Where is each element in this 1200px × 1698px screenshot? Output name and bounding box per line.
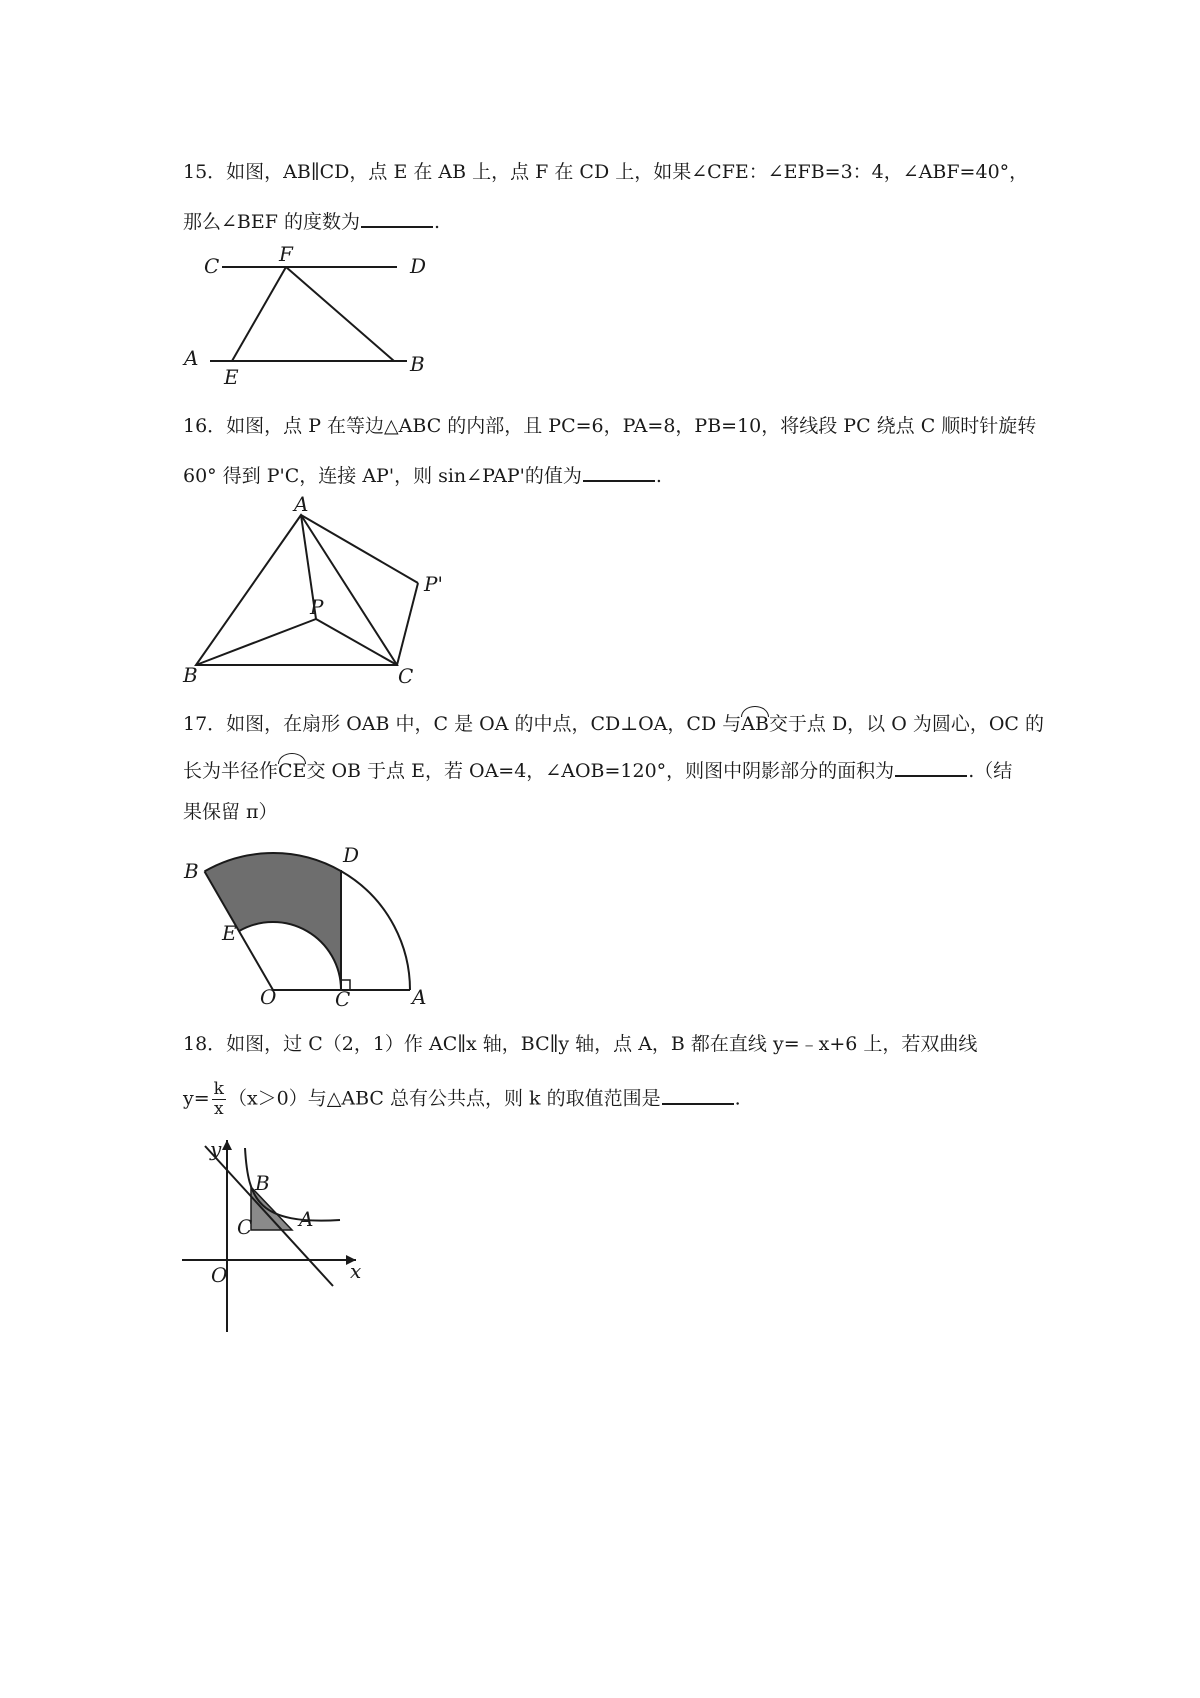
q15-answer-blank — [361, 208, 433, 228]
label-e: E — [224, 365, 239, 389]
q16-period: . — [655, 465, 662, 487]
label-d: D — [343, 843, 360, 867]
q16-figure — [180, 492, 460, 688]
q15-figure — [180, 240, 440, 390]
q16-text-line1: 16．如图，点 P 在等边△ABC 的内部，且 PC=6，PA=8，PB=10，将线段 PC 绕点 C 顺时针旋转 — [183, 415, 1037, 437]
q15-period: . — [433, 211, 441, 233]
q15-text-line2 — [183, 208, 440, 234]
q17-text-line2 — [183, 753, 1012, 783]
label-c: C — [335, 987, 351, 1011]
fraction-numerator: k — [213, 1079, 224, 1099]
label-o: O — [260, 985, 277, 1009]
q17-text-line1 — [183, 706, 1044, 736]
q17-text-b: 交于点 D，以 O 为圆心，OC 的 — [768, 713, 1044, 735]
segment-ap-prime — [301, 515, 418, 583]
label-p-prime: P' — [424, 572, 443, 596]
q16-prompt: 60° 得到 P'C，连接 AP'，则 sin∠PAP'的值为 — [183, 465, 582, 487]
arc-ce-notation: CE — [278, 753, 306, 783]
label-a: A — [184, 346, 199, 370]
label-y: y — [210, 1137, 222, 1161]
label-c: C — [398, 664, 414, 688]
q18-text-line1: 18．如图，过 C（2，1）作 AC∥x 轴，BC∥y 轴，点 A，B 都在直线 y=﹣x+6 上，若双曲线 — [183, 1033, 978, 1055]
q16-answer-blank — [583, 462, 655, 482]
q17-answer-blank — [895, 757, 967, 777]
label-a: A — [299, 1207, 314, 1231]
q18-text-y: y= — [183, 1087, 210, 1110]
q17-figure — [180, 838, 440, 1011]
label-d: D — [410, 254, 427, 278]
label-p: P — [310, 595, 324, 619]
q17-text-c: 长为半径作 — [183, 760, 279, 782]
q17-tail: .（结 — [968, 760, 1013, 782]
label-a: A — [412, 985, 427, 1009]
q16-text-line2 — [183, 462, 662, 488]
label-c: C — [204, 254, 220, 278]
label-b: B — [183, 663, 198, 687]
q15-prompt: 那么∠BEF 的度数为 — [183, 211, 360, 233]
segment-fe — [232, 267, 286, 361]
q17-prompt: 交 OB 于点 E，若 OA=4，∠AOB=120°，则图中阴影部分的面积为 — [306, 760, 895, 782]
label-c: C — [237, 1215, 253, 1239]
label-a: A — [294, 492, 309, 516]
q15-text-line1: 15．如图，AB∥CD，点 E 在 AB 上，点 F 在 CD 上，如果∠CFE：∠EFB=3：4，∠ABF=40°， — [183, 161, 1029, 183]
segment-bp — [196, 619, 316, 665]
fraction-denominator: x — [214, 1099, 224, 1119]
q18-answer-blank — [662, 1085, 734, 1105]
segment-fb — [286, 267, 394, 361]
label-o: O — [211, 1263, 228, 1287]
label-b: B — [255, 1171, 270, 1195]
segment-pc — [316, 619, 397, 665]
y-axis-arrow — [222, 1140, 232, 1150]
segment-p-prime-c — [397, 583, 418, 665]
fraction-k-over-x — [212, 1080, 226, 1119]
label-e: E — [222, 921, 237, 945]
q18-text-line2 — [183, 1080, 741, 1119]
label-f: F — [279, 242, 293, 266]
q17-text-a: 17．如图，在扇形 OAB 中，C 是 OA 的中点，CD⊥OA，CD 与 — [183, 713, 742, 735]
label-x: x — [350, 1259, 362, 1283]
arc-ab-notation: AB — [741, 706, 769, 736]
q18-period: . — [734, 1087, 741, 1110]
label-b: B — [410, 352, 425, 376]
label-b: B — [184, 859, 199, 883]
q18-figure — [180, 1130, 380, 1340]
triangle-abc — [196, 515, 397, 665]
q18-prompt: （x＞0）与△ABC 总有公共点，则 k 的取值范围是 — [227, 1087, 661, 1110]
q17-text-line3: 果保留 π） — [183, 801, 278, 823]
